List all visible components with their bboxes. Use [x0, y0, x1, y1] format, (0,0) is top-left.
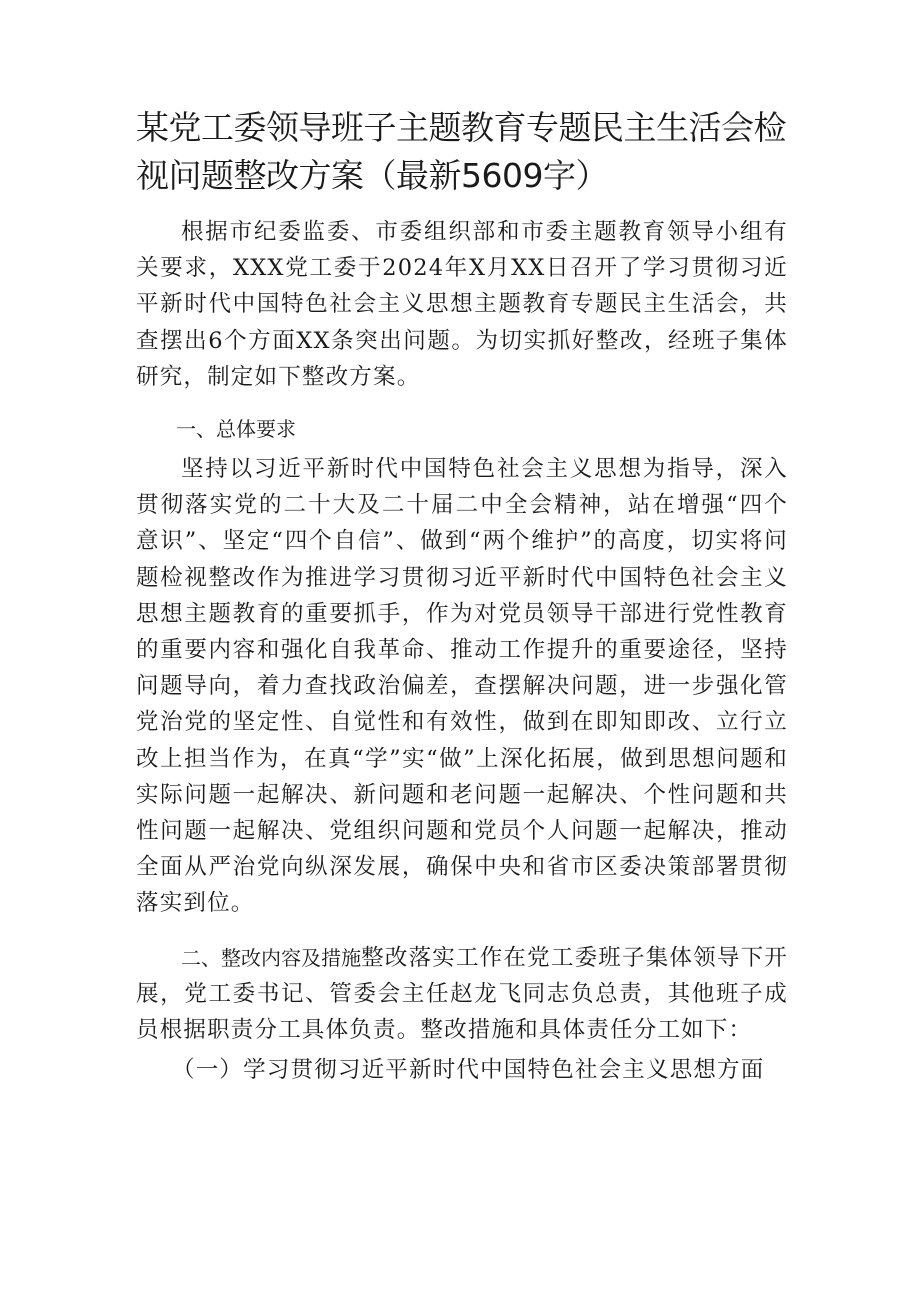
- general-requirements-paragraph: 坚持以习近平新时代中国特色社会主义思想为指导，深入贯彻落实党的二十大及二十届二中全会精神，站在增强“四个意识”、坚定“四个自信”、做到“两个维护”的高度，切实将问题检视整改作为推进学习贯彻习近平新时代中国特色社会主义思想主题教育的重要抓手，作为对党员领导干部进行党性教育的重要内容和强化自我革命、推动工作提升的重要途径，坚持问题导向，着力查找政治偏差，查摆解决问题，进一步强化管党治党的坚定性、自觉性和有效性，做到在即知即改、立行立改上担当作为，在真“学”实“做”上深化拓展，做到思想问题和实际问题一起解决、新问题和老问题一起解决、个性问题和共性问题一起解决、党组织问题和党员个人问题一起解决，推动全面从严治党向纵深发展，确保中央和省市区委决策部署贯彻落实到位。: [136, 456, 788, 917]
- section-heading-rectification: 二、整改内容及措施: [181, 945, 362, 970]
- subsection-heading-study: （一）学习贯彻习近平新时代中国特色社会主义思想方面: [172, 1057, 765, 1084]
- section-heading-general-requirements: 一、总体要求: [176, 417, 296, 442]
- rectification-body: 整改落实工作在党工委班子集体领导下开展，党工委书记、管委会主任赵龙飞同志负总责，其他班子成员根据职责分工具体负责。整改措施和具体责任分工如下：: [136, 944, 788, 1044]
- intro-paragraph: 根据市纪委监委、市委组织部和市委主题教育领导小组有关要求，XXX党工委于2024年X月XX日召开了学习贯彻习近平新时代中国特色社会主义思想主题教育专题民主生活会，共查摆出6个方面XX条突出问题。为切实抓好整改，经班子集体研究，制定如下整改方案。: [136, 219, 788, 390]
- document-body: [136, 104, 788, 1088]
- document-title: 某党工委领导班子主题教育专题民主生活会检视问题整改方案（最新5609字）: [136, 108, 786, 195]
- rectification-paragraph: [136, 940, 788, 1049]
